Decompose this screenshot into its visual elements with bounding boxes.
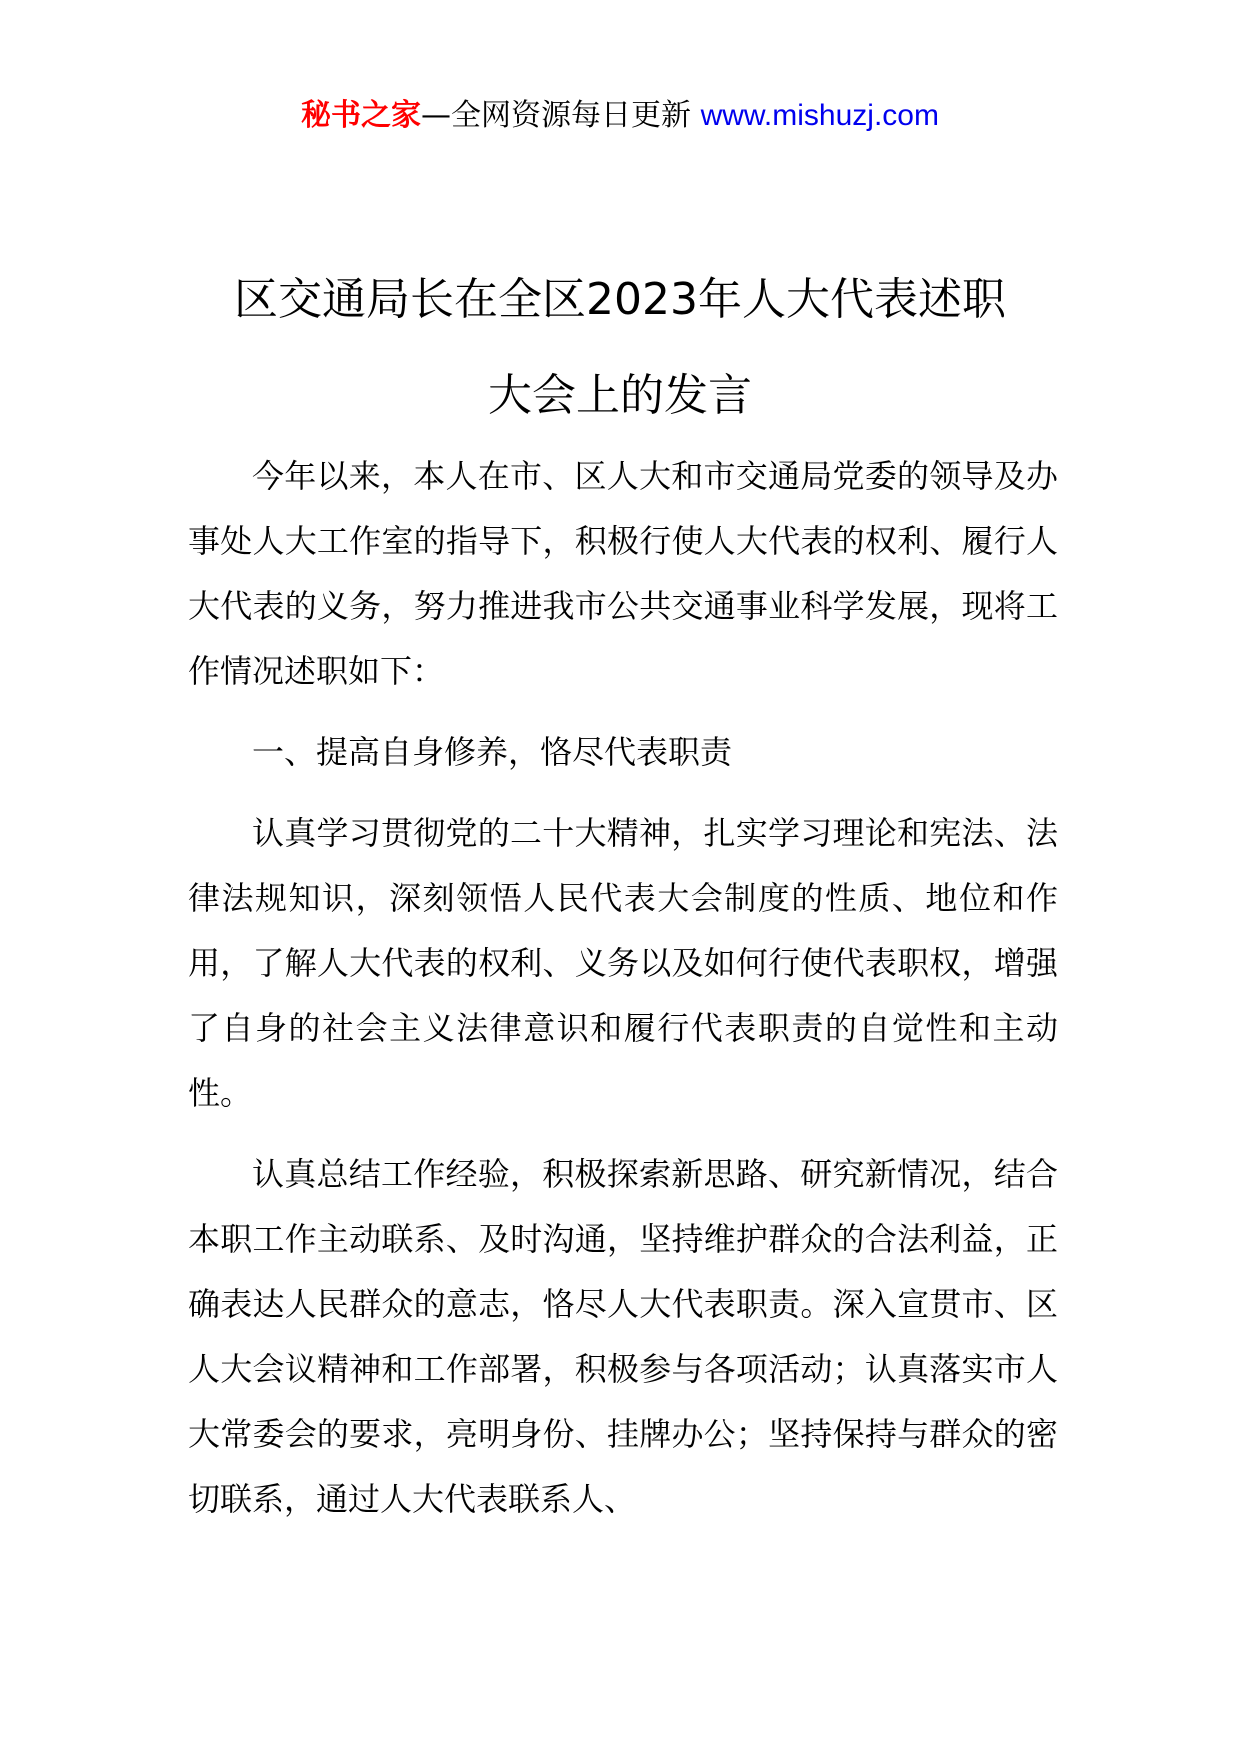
site-url-link[interactable]: www.mishuzj.com <box>700 99 939 132</box>
document-body <box>188 444 1058 1548</box>
site-header <box>0 96 1240 136</box>
header-tagline: —全网资源每日更新 <box>421 98 701 133</box>
paragraph-study: 认真学习贯彻党的二十大精神，扎实学习理论和宪法、法律法规知识，深刻领悟人民代表大会制度的性质、地位和作用，了解人大代表的权利、义务以及如何行使代表职权，增强了自身的社会主义法律意识和履行代表职责的自觉性和主动性。 <box>188 814 1058 1112</box>
paragraph-intro: 今年以来，本人在市、区人大和市交通局党委的领导及办事处人大工作室的指导下，积极行使人大代表的权利、履行人大代表的义务，努力推进我市公共交通事业科学发展，现将工作情况述职如下： <box>188 457 1058 690</box>
title-line-1: 区交通局长在全区2023年人大代表述职 <box>234 274 1006 325</box>
paragraph-experience: 认真总结工作经验，积极探索新思路、研究新情况，结合本职工作主动联系、及时沟通，坚持维护群众的合法利益，正确表达人民群众的意志，恪尽人大代表职责。深入宣贯市、区人大会议精神和工作部署，积极参与各项活动；认真落实市人大常委会的要求，亮明身份、挂牌办公；坚持保持与群众的密切联系，通过人大代表联系人、 <box>188 1155 1058 1518</box>
document-title <box>0 252 1240 444</box>
title-line-2: 大会上的发言 <box>488 370 752 421</box>
section-heading-1: 一、提高自身修养，恪尽代表职责 <box>252 733 733 771</box>
brand-name: 秘书之家 <box>301 98 422 133</box>
